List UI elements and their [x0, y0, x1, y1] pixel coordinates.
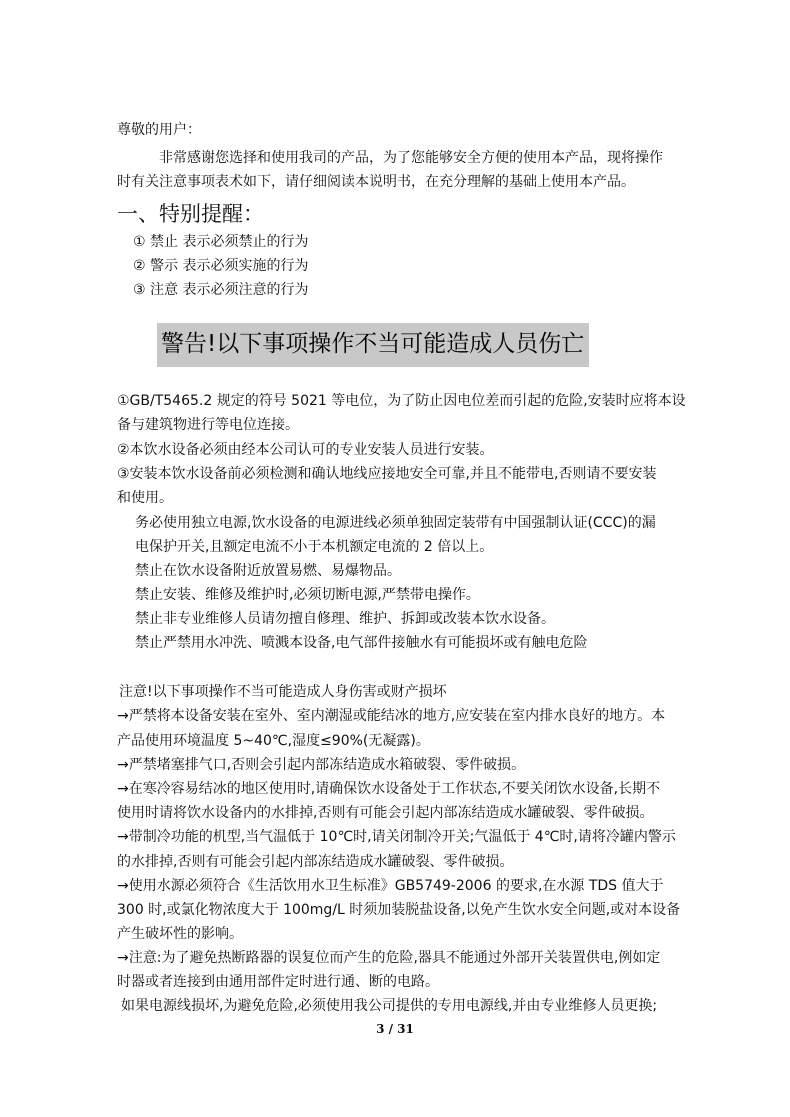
intro-line-1: 非常感谢您选择和使用我司的产品，为了您能够安全方便的使用本产品，现将操作: [159, 150, 663, 166]
warning-item-7: 禁止非专业维修人员请勿擅自修理、维护、拆卸或改装本饮水设备。: [135, 611, 555, 627]
intro-line-2: 时有关注意事项表术如下，请仔细阅读本说明书，在充分理解的基础上使用本产品。: [117, 174, 635, 190]
caution-heading: 注意!以下事项操作不当可能造成人身伤害或财产损坏: [119, 684, 447, 700]
page-number: 3 / 31: [376, 1022, 414, 1036]
caution-item-7: 如果电源线损坏,为避免危险,必须使用我公司提供的专用电源线,并由专业维修人员更换;: [121, 998, 658, 1014]
section-title: 一、特别提醒：: [117, 202, 264, 226]
caution-item-1a: →严禁将本设备安装在室外、室内潮湿或能结冰的地方,应安装在室内排水良好的地方。本: [117, 708, 666, 724]
warning-item-1a: ①GB/T5465.2 规定的符号 5021 等电位，为了防止因电位差而引起的危险,安装时应将本设: [117, 393, 686, 409]
reminder-notice: ③ 注意 表示必须注意的行为: [133, 282, 309, 298]
caution-item-6b: 时器或者连接到由通用部件定时进行通、断的电路。: [117, 974, 439, 990]
warning-item-1b: 备与建筑物进行等电位连接。: [117, 417, 299, 433]
caution-item-1b: 产品使用环境温度 5~40℃,湿度≤90%(无凝露)。: [117, 733, 430, 749]
warning-item-5: 禁止在饮水设备附近放置易燃、易爆物品。: [135, 563, 401, 579]
caution-item-5a: →使用水源必须符合《生活饮用水卫生标准》GB5749-2006 的要求,在水源 TDS 值大于: [117, 878, 664, 894]
caution-item-3b: 使用时请将饮水设备内的水排掉,否则有可能会引起内部冻结造成水罐破裂、零件破损。: [117, 805, 654, 821]
caution-item-5c: 产生破坏性的影响。: [117, 926, 243, 942]
warning-item-6: 禁止安装、维修及维护时,必须切断电源,严禁带电操作。: [135, 587, 480, 603]
caution-item-5b: 300 时,或氯化物浓度大于 100mg/L 时须加装脱盐设备,以免产生饮水安全问题,或对本设备: [117, 902, 681, 918]
warning-item-2: ②本饮水设备必须由经本公司认可的专业安装人员进行安装。: [117, 442, 494, 458]
reminder-prohibit: ① 禁止 表示必须禁止的行为: [133, 234, 309, 250]
warning-item-4b: 电保护开关,且额定电流不小于本机额定电流的 2 倍以上。: [135, 539, 494, 555]
caution-item-2: →严禁堵塞排气口,否则会引起内部冻结造成水箱破裂、零件破损。: [117, 757, 526, 773]
caution-item-4a: →带制冷功能的机型,当气温低于 10℃时,请关闭制冷开关;气温低于 4℃时,请将冷罐内警示: [117, 829, 676, 845]
warning-item-3b: 和使用。: [117, 490, 173, 506]
warning-heading: 警告!以下事项操作不当可能造成人员伤亡: [161, 331, 585, 357]
caution-item-6a: →注意:为了避免热断路器的误复位而产生的危险,器具不能通过外部开关装置供电,例如定: [117, 950, 661, 966]
warning-item-4a: 务必使用独立电源,饮水设备的电源进线必须单独固定装带有中国强制认证(CCC)的漏: [135, 515, 656, 531]
reminder-warning: ② 警示 表示必须实施的行为: [133, 258, 309, 274]
caution-item-4b: 的水排掉,否则有可能会引起内部冻结造成水罐破裂、零件破损。: [117, 854, 514, 870]
caution-item-3a: →在寒冷容易结冰的地区使用时,请确保饮水设备处于工作状态,不要关闭饮水设备,长期不: [117, 781, 661, 797]
warning-item-3a: ③安装本饮水设备前必须检测和确认地线应接地安全可靠,并且不能带电,否则请不要安装: [117, 466, 657, 482]
greeting: 尊敬的用户：: [117, 122, 201, 138]
warning-item-8: 禁止严禁用水冲洗、喷溅本设备,电气部件接触水有可能损坏或有触电危险: [135, 635, 588, 651]
